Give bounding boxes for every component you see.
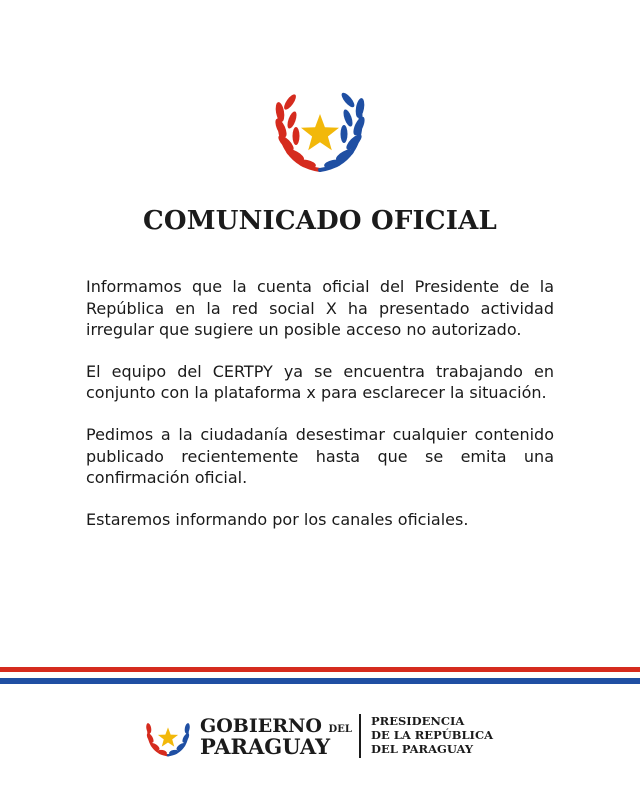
flag-stripe-blue (0, 678, 640, 684)
paragraph-request: Pedimos a la ciudadanía desestimar cualquier contenido publicado recientemente hasta que se emita una confirmación oficial. (86, 424, 554, 488)
paragraph-certpy: El equipo del CERTPY ya se encuentra trabajando en conjunto con la plataforma x para esclarecer la situación. (86, 361, 554, 403)
presidencia-line-3: DEL PARAGUAY (371, 742, 474, 756)
footer-coat-of-arms-icon (143, 714, 193, 760)
statement-body (86, 276, 554, 550)
page-title: COMUNICADO OFICIAL (142, 206, 498, 236)
presidencia-line-2: DE LA REPÚBLICA (371, 728, 494, 742)
star-icon (301, 114, 339, 150)
gobierno-word: GOBIERNO (200, 715, 322, 737)
del-word: DEL (328, 724, 352, 735)
paragraph-account-issue: Informamos que la cuenta oficial del Presidente de la República en la red social X ha presentado actividad irregular que sugiere un posible acceso no autorizado. (86, 277, 554, 340)
coat-of-arms-icon (268, 86, 372, 178)
paragraph-closing: Estaremos informando por los canales oficiales. (86, 509, 469, 529)
footer-divider (359, 714, 361, 758)
paraguay-word: PARAGUAY (200, 734, 331, 759)
presidencia-label (371, 714, 493, 756)
presidencia-line-1: PRESIDENCIA (371, 714, 465, 728)
